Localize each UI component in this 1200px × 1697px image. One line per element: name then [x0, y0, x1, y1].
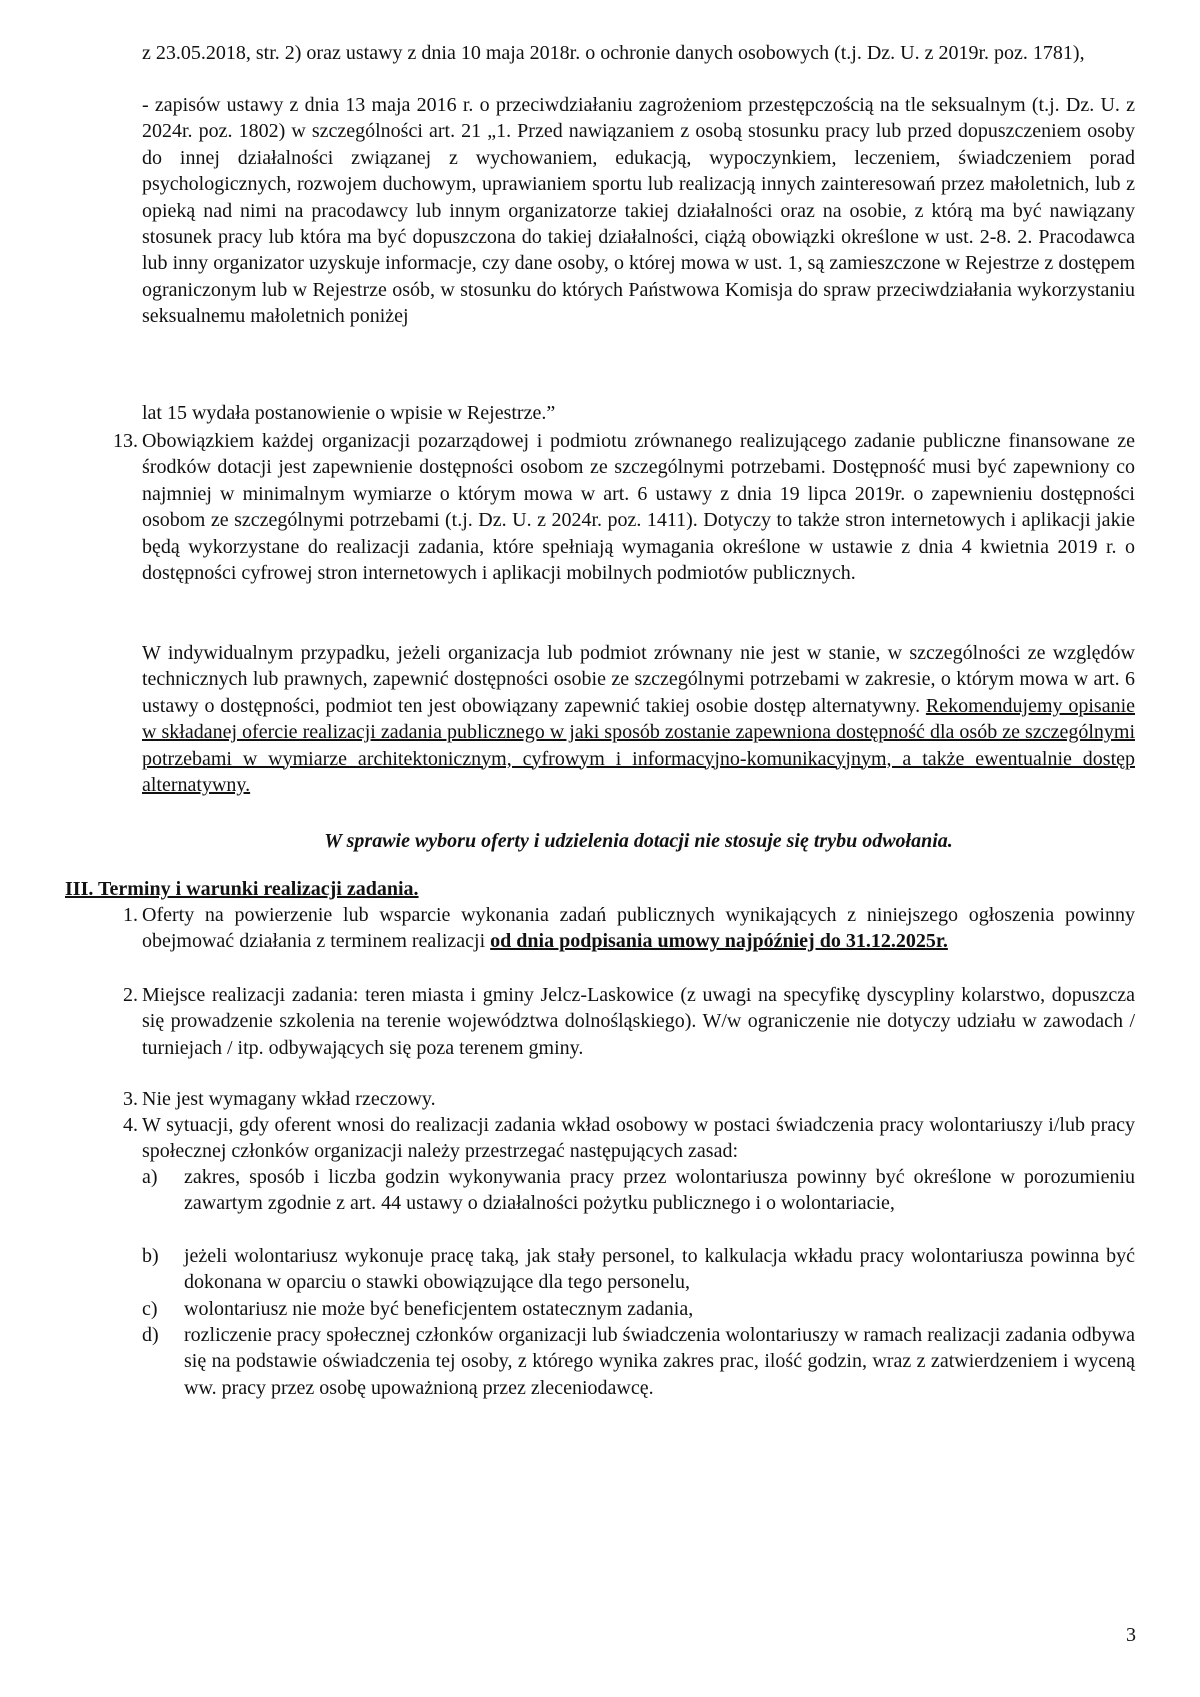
- subitem-c-letter: c): [142, 1298, 158, 1320]
- section-3-item-4-number: 4.: [123, 1114, 138, 1136]
- continuation-quote: - zapisów ustawy z dnia 13 maja 2016 r. o przeciwdziałaniu zagrożeniom przestępczością na tle seksualnym (t.j. Dz. U. z 2024r. poz. 1802) w szczególności art. 21 „1. Przed nawiązaniem z osobą stosunku pracy lub przed dopuszczeniem osoby do innej działalności związanej z wychowaniem, edukacją, wypoczynkiem, leczeniem, świadczeniem porad psychologicznych, rozwojem duchowym, uprawianiem sportu lub realizacją innych zainteresowań przez małoletnich, lub z opieką nad nimi na pracodawcy lub innym organizatorze takiej działalności oraz na osobie, z którą ma być nawiązany stosunek pracy lub która ma być dopuszczona do takiej działalności, ciążą obowiązki określone w ust. 2-8. 2. Pracodawca lub inny organizator uzyskuje informacje, czy dane osoby, o której mowa w ust. 1, są zamieszczone w Rejestrze z dostępem ograniczonym lub w Rejestrze osób, w stosunku do których Państwowa Komisja do spraw przeciwdziałania wykorzystaniu seksualnemu małoletnich poniżej: [142, 94, 1135, 328]
- item-13-recommendation: Rekomendujemy opisanie w składanej ofercie realizacji zadania publicznego w jaki sposób zostanie zapewniona dostępność dla osób ze szczególnymi potrzebami w wymiarze architektonicznym, cyfrowym i informacyjno-komunikacyjnym, a także ewentualnie dostęp alternatywny.: [142, 694, 1135, 797]
- section-3-item-1: [142, 902, 1135, 955]
- page-number: 3: [1126, 1624, 1136, 1646]
- subitem-c: wolontariusz nie może być beneficjentem ostatecznym zadania,: [184, 1298, 694, 1320]
- section-3-item-4: W sytuacji, gdy oferent wnosi do realizacji zadania wkład osobowy w postaci świadczenia pracy wolontariuszy i/lub pracy społecznej członków organizacji należy przestrzegać następujących zasad:: [142, 1114, 1135, 1163]
- subitem-d-letter: d): [142, 1324, 159, 1346]
- subitem-a-letter: a): [142, 1166, 158, 1188]
- item-13-paragraph-1: Obowiązkiem każdej organizacji pozarządowej i podmiotu zrównanego realizującego zadanie publiczne finansowane ze środków dotacji jest zapewnienie dostępności osobom ze szczególnymi potrzebami. Dostępność musi być zapewniony co najmniej w minimalnym wymiarze o którym mowa w art. 6 ustawy z dnia 19 lipca 2019r. o zapewnieniu dostępności osobom ze szczególnymi potrzebami (t.j. Dz. U. z 2024r. poz. 1411). Dotyczy to także stron internetowych i aplikacji jakie będą wykorzystane do realizacji zadania, które spełniają wymagania określone w ustawie z dnia 4 kwietnia 2019 r. o dostępności cyfrowej stron internetowych i aplikacji mobilnych podmiotów publicznych.: [142, 430, 1135, 585]
- appeal-notice: W sprawie wyboru oferty i udzielenia dotacji nie stosuje się trybu odwołania.: [324, 830, 953, 852]
- subitem-a: zakres, sposób i liczba godzin wykonywania pracy przez wolontariusza powinny być określone w porozumieniu zawartym zgodnie z art. 44 ustawy o działalności pożytku publicznego i o wolontariacie,: [184, 1166, 1135, 1215]
- section-3-item-3-number: 3.: [123, 1088, 138, 1110]
- item-13-paragraph-2: [142, 640, 1135, 798]
- subitem-d: rozliczenie pracy społecznej członków organizacji lub świadczenia wolontariuszy w ramach realizacji zadania odbywa się na podstawie oświadczenia tej osoby, z którego wynika zakres prac, ilość godzin, wraz z zatwierdzeniem i wyceną ww. pracy przez osobę upoważnioną przez zleceniodawcę.: [184, 1324, 1135, 1399]
- section-3-item-2-number: 2.: [123, 984, 138, 1006]
- item-13-number: 13.: [113, 430, 138, 452]
- subitem-b: jeżeli wolontariusz wykonuje pracę taką, jak stały personel, to kalkulacja wkładu pracy wolontariusza powinna być dokonana w oparciu o stawki obowiązujące dla tego personelu,: [184, 1245, 1135, 1294]
- continuation-line-1: z 23.05.2018, str. 2) oraz ustawy z dnia 10 maja 2018r. o ochronie danych osobowych (t.j. Dz. U. z 2019r. poz. 1781),: [142, 42, 1085, 64]
- section-3-item-2: Miejsce realizacji zadania: teren miasta i gminy Jelcz-Laskowice (z uwagi na specyfikę dyscypliny kolarstwo, dopuszcza się prowadzenie szkolenia na terenie województwa dolnośląskiego). W/w ograniczenie nie dotyczy udziału w zawodach / turniejach / itp. odbywających się poza terenem gminy.: [142, 984, 1135, 1059]
- section-3-item-3: Nie jest wymagany wkład rzeczowy.: [142, 1088, 436, 1110]
- section-3-item-1-number: 1.: [123, 904, 138, 926]
- section-3-title: III. Terminy i warunki realizacji zadania.: [65, 878, 419, 900]
- section-3-item-1-deadline: od dnia podpisania umowy najpóźniej do 31.12.2025r.: [490, 930, 948, 953]
- item-13-paragraph-2-text: W indywidualnym przypadku, jeżeli organizacja lub podmiot zrównany nie jest w stanie, w szczególności ze względów technicznych lub prawnych, zapewnić dostępności osobie ze szczególnymi potrzebami w zakresie, o którym mowa w art. 6 ustawy o dostępności, podmiot ten jest obowiązany zapewnić takiej osobie dostęp alternatywny.: [142, 642, 1135, 717]
- continuation-quote-end: lat 15 wydała postanowienie o wpisie w Rejestrze.”: [142, 402, 556, 424]
- section-3-item-1-text: Oferty na powierzenie lub wsparcie wykonania zadań publicznych wynikających z niniejszego ogłoszenia powinny obejmować działania z terminem realizacji: [142, 904, 1135, 953]
- subitem-b-letter: b): [142, 1245, 159, 1267]
